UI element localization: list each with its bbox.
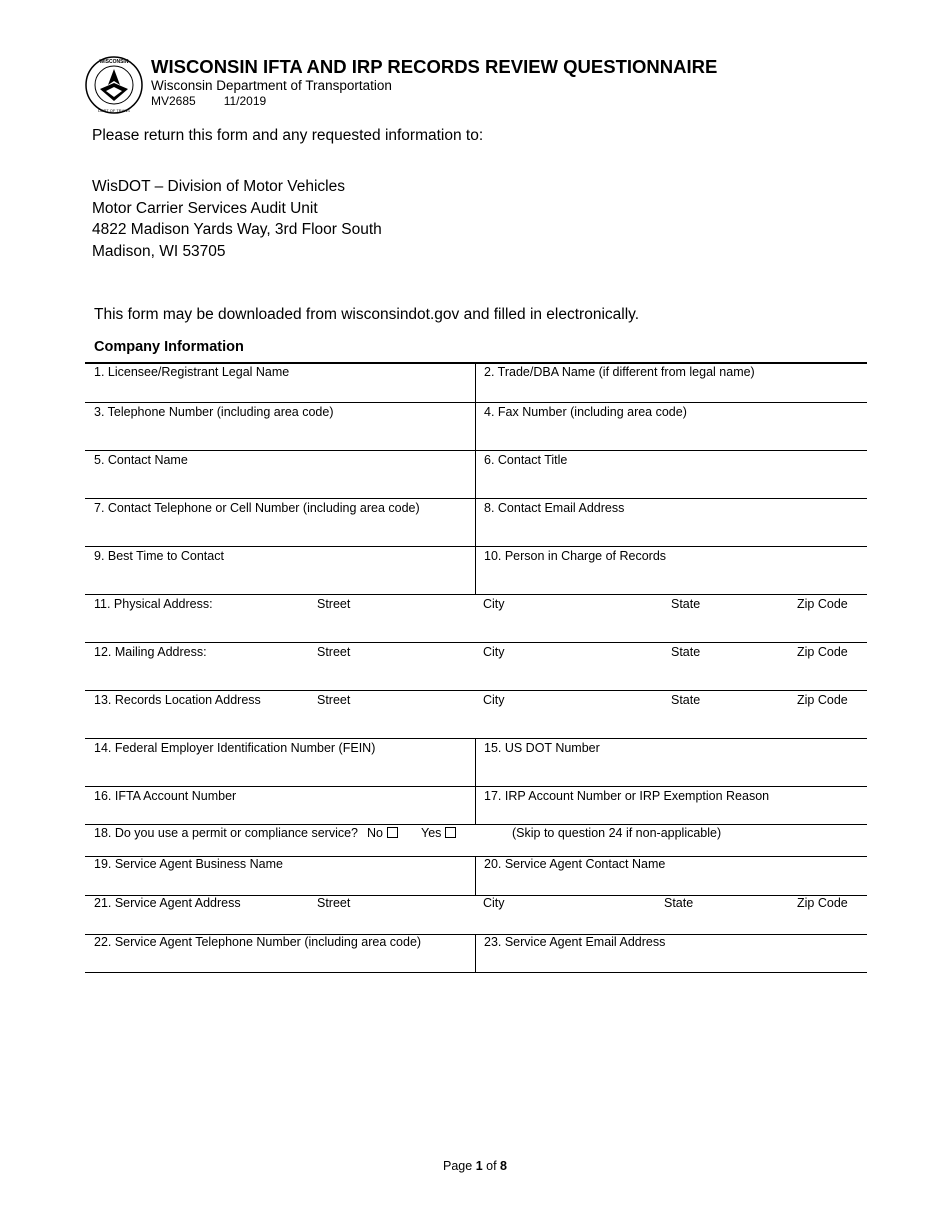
field-mailing-address[interactable] bbox=[85, 642, 867, 690]
field-label: 21. Service Agent Address bbox=[94, 896, 241, 910]
skip-instruction: (Skip to question 24 if non-applicable) bbox=[512, 826, 722, 840]
zip-code-label: Zip Code bbox=[797, 896, 848, 910]
state-label: State bbox=[664, 896, 694, 910]
field-trade-dba-name[interactable] bbox=[475, 364, 867, 402]
page-of: of bbox=[486, 1159, 497, 1173]
field-label: 11. Physical Address: bbox=[94, 597, 213, 611]
street-label: Street bbox=[317, 597, 351, 611]
city-label: City bbox=[483, 645, 505, 659]
department-name: Wisconsin Department of Transportation bbox=[151, 78, 392, 93]
field-label: 9. Best Time to Contact bbox=[94, 549, 224, 563]
field-label: 8. Contact Email Address bbox=[484, 501, 625, 515]
page-total: 8 bbox=[500, 1159, 507, 1173]
field-label: 10. Person in Charge of Records bbox=[484, 549, 667, 563]
field-label: 22. Service Agent Telephone Number (including area code) bbox=[94, 935, 422, 949]
street-label: Street bbox=[317, 645, 351, 659]
field-label: 19. Service Agent Business Name bbox=[94, 857, 283, 871]
return-address-line: Madison, WI 53705 bbox=[92, 242, 226, 260]
field-telephone-number[interactable] bbox=[85, 403, 475, 450]
field-label: 16. IFTA Account Number bbox=[94, 789, 237, 803]
field-contact-telephone[interactable] bbox=[85, 499, 475, 546]
street-label: Street bbox=[317, 896, 351, 910]
form-row bbox=[85, 546, 867, 594]
field-label: 6. Contact Title bbox=[484, 453, 568, 467]
field-service-agent-email[interactable] bbox=[475, 935, 867, 972]
field-contact-title[interactable] bbox=[475, 451, 867, 498]
field-contact-name[interactable] bbox=[85, 451, 475, 498]
no-option[interactable] bbox=[367, 826, 398, 840]
yes-checkbox[interactable] bbox=[445, 827, 456, 838]
field-legal-name[interactable] bbox=[85, 364, 475, 402]
city-label: City bbox=[483, 693, 505, 707]
field-label: 2. Trade/DBA Name (if different from legal name) bbox=[484, 365, 755, 379]
form-row bbox=[85, 450, 867, 498]
return-instructions: Please return this form and any requested information to: bbox=[92, 127, 484, 144]
field-ifta-account-number[interactable] bbox=[85, 787, 475, 824]
return-address-line: Motor Carrier Services Audit Unit bbox=[92, 199, 318, 217]
field-label: 14. Federal Employer Identification Number (FEIN) bbox=[94, 741, 376, 755]
return-address bbox=[92, 176, 382, 262]
zip-code-label: Zip Code bbox=[797, 693, 848, 707]
state-label: State bbox=[671, 645, 701, 659]
field-label: 17. IRP Account Number or IRP Exemption Reason bbox=[484, 789, 770, 803]
field-label: 18. Do you use a permit or compliance service? bbox=[94, 826, 359, 840]
city-label: City bbox=[483, 896, 505, 910]
field-irp-account-number[interactable] bbox=[475, 787, 867, 824]
page-current: 1 bbox=[475, 1159, 483, 1173]
field-label: 13. Records Location Address bbox=[94, 693, 261, 707]
field-fein[interactable] bbox=[85, 739, 475, 786]
field-label: 23. Service Agent Email Address bbox=[484, 935, 666, 949]
yes-option-label: Yes bbox=[421, 826, 442, 840]
state-label: State bbox=[671, 693, 701, 707]
form-row bbox=[85, 362, 867, 402]
city-label: City bbox=[483, 597, 505, 611]
field-fax-number[interactable] bbox=[475, 403, 867, 450]
svg-text:DEPT OF TRANS: DEPT OF TRANS bbox=[98, 108, 130, 113]
form-number: MV2685 bbox=[151, 94, 196, 108]
field-label: 4. Fax Number (including area code) bbox=[484, 405, 687, 419]
field-permit-compliance-service bbox=[85, 824, 867, 856]
company-information-form bbox=[85, 362, 867, 973]
field-service-agent-contact-name[interactable] bbox=[475, 857, 867, 895]
form-row bbox=[85, 402, 867, 450]
field-label: 5. Contact Name bbox=[94, 453, 188, 467]
field-label: 15. US DOT Number bbox=[484, 741, 600, 755]
field-us-dot-number[interactable] bbox=[475, 739, 867, 786]
street-label: Street bbox=[317, 693, 351, 707]
field-label: 7. Contact Telephone or Cell Number (including area code) bbox=[94, 501, 420, 515]
field-records-location-address[interactable] bbox=[85, 690, 867, 738]
form-row bbox=[85, 786, 867, 824]
field-label: 1. Licensee/Registrant Legal Name bbox=[94, 365, 290, 379]
form-title: WISCONSIN IFTA AND IRP RECORDS REVIEW QUESTIONNAIRE bbox=[151, 56, 718, 77]
field-label: 20. Service Agent Contact Name bbox=[484, 857, 666, 871]
download-note: This form may be downloaded from wisconsindot.gov and filled in electronically. bbox=[94, 306, 640, 323]
field-person-in-charge-of-records[interactable] bbox=[475, 547, 867, 594]
state-label: State bbox=[671, 597, 701, 611]
field-label: 12. Mailing Address: bbox=[94, 645, 207, 659]
wisdot-seal-logo bbox=[84, 55, 144, 115]
form-date: 11/2019 bbox=[223, 94, 267, 108]
form-row bbox=[85, 738, 867, 786]
return-address-line: WisDOT – Division of Motor Vehicles bbox=[92, 178, 345, 195]
field-service-agent-address[interactable] bbox=[85, 895, 867, 934]
section-title-company-information: Company Information bbox=[94, 339, 244, 355]
zip-code-label: Zip Code bbox=[797, 597, 848, 611]
field-label: 3. Telephone Number (including area code) bbox=[94, 405, 334, 419]
form-meta bbox=[151, 94, 266, 108]
field-best-time-to-contact[interactable] bbox=[85, 547, 475, 594]
form-row bbox=[85, 498, 867, 546]
page-number bbox=[0, 1159, 950, 1173]
page-prefix: Page bbox=[443, 1159, 473, 1173]
no-checkbox[interactable] bbox=[387, 827, 398, 838]
field-service-agent-telephone[interactable] bbox=[85, 935, 475, 972]
form-row bbox=[85, 856, 867, 895]
field-physical-address[interactable] bbox=[85, 594, 867, 642]
svg-text:WISCONSIN: WISCONSIN bbox=[99, 59, 129, 65]
return-address-line: 4822 Madison Yards Way, 3rd Floor South bbox=[92, 221, 382, 238]
field-contact-email[interactable] bbox=[475, 499, 867, 546]
form-row bbox=[85, 934, 867, 973]
yes-option[interactable] bbox=[421, 826, 456, 840]
no-option-label: No bbox=[367, 826, 383, 840]
field-service-agent-business-name[interactable] bbox=[85, 857, 475, 895]
zip-code-label: Zip Code bbox=[797, 645, 848, 659]
